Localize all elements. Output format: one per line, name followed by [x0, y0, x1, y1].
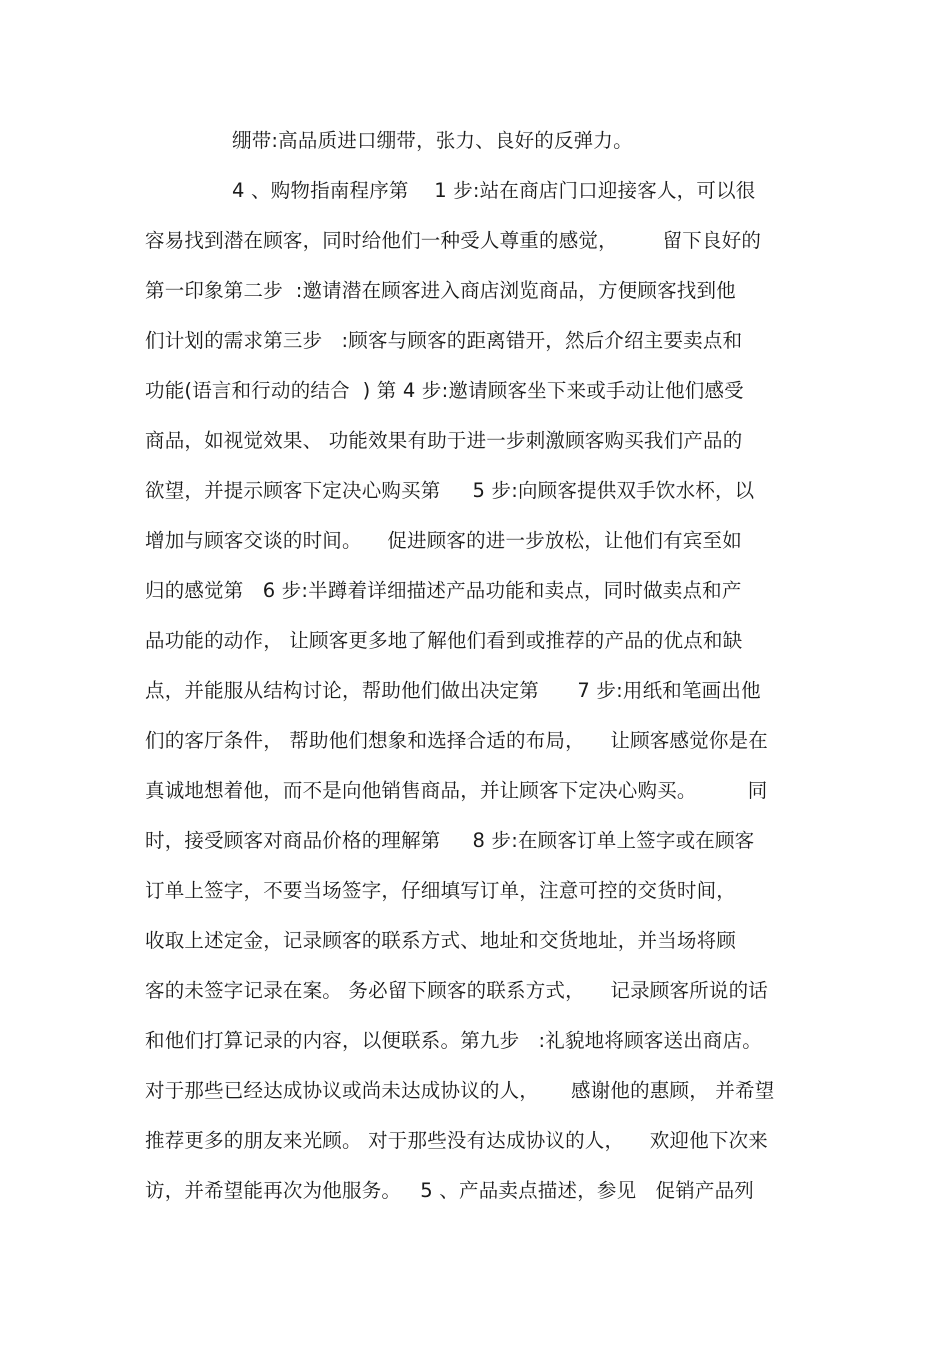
paragraph-line: 推荐更多的朋友来光顾。 对于那些没有达成协议的人， 欢迎他下次来 [145, 1129, 768, 1152]
paragraph-line: 4 、购物指南程序第 1 步:站在商店门口迎接客人，可以很 [232, 179, 756, 202]
paragraph-line: 绷带:高品质进口绷带，张力、良好的反弹力。 [232, 129, 633, 152]
paragraph-line: 品功能的动作， 让顾客更多地了解他们看到或推荐的产品的优点和缺 [145, 629, 743, 652]
paragraph-line: 客的未签字记录在案。 务必留下顾客的联系方式， 记录顾客所说的话 [145, 979, 768, 1002]
paragraph-line: 订单上签字，不要当场签字，仔细填写订单，注意可控的交货时间， [145, 879, 737, 902]
paragraph-line: 第一印象第二步 :邀请潜在顾客进入商店浏览商品，方便顾客找到他 [145, 279, 736, 302]
paragraph-line: 们计划的需求第三步 :顾客与顾客的距离错开，然后介绍主要卖点和 [145, 329, 743, 352]
paragraph-line: 容易找到潜在顾客，同时给他们一种受人尊重的感觉， 留下良好的 [145, 229, 762, 252]
paragraph-line: 功能(语言和行动的结合 ) 第 4 步:邀请顾客坐下来或手动让他们感受 [145, 379, 744, 402]
paragraph-line: 访，并希望能再次为他服务。 5 、产品卖点描述，参见 促销产品列 [145, 1179, 754, 1202]
paragraph-line: 们的客厅条件， 帮助他们想象和选择合适的布局， 让顾客感觉你是在 [145, 729, 768, 752]
paragraph-line: 商品，如视觉效果、 功能效果有助于进一步刺激顾客购买我们产品的 [145, 429, 743, 452]
paragraph-line: 增加与顾客交谈的时间。 促进顾客的进一步放松，让他们有宾至如 [145, 529, 742, 552]
paragraph-line: 欲望，并提示顾客下定决心购买第 5 步:向顾客提供双手饮水杯，以 [145, 479, 755, 502]
paragraph-line: 和他们打算记录的内容，以便联系。第九步 :礼貌地将顾客送出商店。 [145, 1029, 762, 1052]
paragraph-line: 点，并能服从结构讨论，帮助他们做出决定第 7 步:用纸和笔画出他 [145, 679, 761, 702]
paragraph-line: 真诚地想着他，而不是向他销售商品，并让顾客下定决心购买。 同 [145, 779, 768, 802]
paragraph-line: 时，接受顾客对商品价格的理解第 8 步:在顾客订单上签字或在顾客 [145, 829, 755, 852]
paragraph-line: 对于那些已经达成协议或尚未达成协议的人， 感谢他的惠顾， 并希望 [145, 1079, 775, 1102]
paragraph-line: 归的感觉第 6 步:半蹲着详细描述产品功能和卖点，同时做卖点和产 [145, 579, 742, 602]
paragraph-line: 收取上述定金，记录顾客的联系方式、地址和交货地址，并当场将顾 [145, 929, 737, 952]
